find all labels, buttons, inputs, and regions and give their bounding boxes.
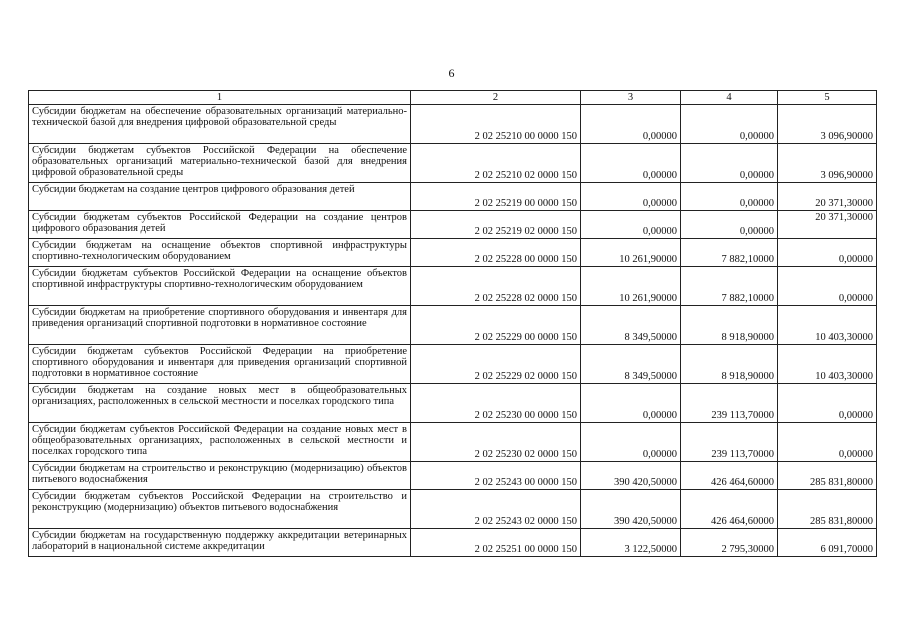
row-value-col3: 8 349,50000 [581,306,681,345]
row-name: Субсидии бюджетам субъектов Российской Федерации на создание центров цифрового образования детей [29,211,411,239]
row-value-col4: 0,00000 [681,105,778,144]
row-code: 2 02 25219 02 0000 150 [411,211,581,239]
row-name: Субсидии бюджетам на обеспечение образовательных организаций материально-технической базой для внедрения цифровой образовательной среды [29,105,411,144]
table-row [29,183,877,211]
row-name: Субсидии бюджетам на приобретение спортивного оборудования и инвентаря для приведения организаций спортивной подготовки в нормативное состояние [29,306,411,345]
row-name: Субсидии бюджетам на оснащение объектов спортивной инфраструктуры спортивно-технологическим оборудованием [29,239,411,267]
row-value-col4: 8 918,90000 [681,345,778,384]
row-value-col5: 3 096,90000 [778,105,877,144]
row-code: 2 02 25243 02 0000 150 [411,490,581,529]
row-value-col5: 0,00000 [778,423,877,462]
row-value-col5: 6 091,70000 [778,529,877,557]
row-value-col4: 7 882,10000 [681,239,778,267]
row-name: Субсидии бюджетам на строительство и реконструкцию (модернизацию) объектов питьевого водоснабжения [29,462,411,490]
row-value-col4: 2 795,30000 [681,529,778,557]
table-row [29,345,877,384]
row-value-col3: 10 261,90000 [581,267,681,306]
row-value-col3: 0,00000 [581,423,681,462]
row-name: Субсидии бюджетам на создание новых мест в общеобразовательных организациях, расположенных в сельской местности и поселках городского типа [29,384,411,423]
row-name: Субсидии бюджетам субъектов Российской Федерации на обеспечение образовательных организаций материально-технической базой для внедрения цифровой образовательной среды [29,144,411,183]
row-code: 2 02 25230 00 0000 150 [411,384,581,423]
row-value-col4: 0,00000 [681,144,778,183]
column-header: 1 [29,91,411,105]
row-code: 2 02 25228 02 0000 150 [411,267,581,306]
row-value-col3: 390 420,50000 [581,490,681,529]
row-value-col4: 239 113,70000 [681,423,778,462]
row-value-col5: 20 371,30000 [778,183,877,211]
row-value-col3: 10 261,90000 [581,239,681,267]
row-code: 2 02 25228 00 0000 150 [411,239,581,267]
column-header: 4 [681,91,778,105]
row-name: Субсидии бюджетам субъектов Российской Федерации на создание новых мест в общеобразовательных организациях, расположенных в сельской местности и поселках городского типа [29,423,411,462]
table-row [29,306,877,345]
row-code: 2 02 25229 02 0000 150 [411,345,581,384]
table-row [29,267,877,306]
row-code: 2 02 25219 00 0000 150 [411,183,581,211]
table-row [29,490,877,529]
table-row [29,144,877,183]
table-row [29,462,877,490]
row-value-col3: 3 122,50000 [581,529,681,557]
row-value-col4: 426 464,60000 [681,490,778,529]
row-value-col4: 8 918,90000 [681,306,778,345]
row-value-col5: 10 403,30000 [778,345,877,384]
row-value-col5: 0,00000 [778,239,877,267]
table-header-row [29,91,877,105]
row-name: Субсидии бюджетам на государственную поддержку аккредитации ветеринарных лабораторий в национальной системе аккредитации [29,529,411,557]
row-value-col4: 239 113,70000 [681,384,778,423]
row-value-col3: 0,00000 [581,183,681,211]
row-code: 2 02 25229 00 0000 150 [411,306,581,345]
column-header: 2 [411,91,581,105]
row-code: 2 02 25243 00 0000 150 [411,462,581,490]
row-value-col3: 0,00000 [581,211,681,239]
row-code: 2 02 25210 00 0000 150 [411,105,581,144]
row-value-col5: 0,00000 [778,384,877,423]
page-number: 6 [448,66,455,80]
row-value-col3: 390 420,50000 [581,462,681,490]
row-value-col5: 10 403,30000 [778,306,877,345]
row-value-col5: 0,00000 [778,267,877,306]
table-row [29,384,877,423]
row-name: Субсидии бюджетам на создание центров цифрового образования детей [29,183,411,211]
row-value-col5: 3 096,90000 [778,144,877,183]
row-value-col5: 285 831,80000 [778,490,877,529]
row-value-col3: 0,00000 [581,105,681,144]
row-name: Субсидии бюджетам субъектов Российской Федерации на строительство и реконструкцию (модернизацию) объектов питьевого водоснабжения [29,490,411,529]
row-value-col3: 8 349,50000 [581,345,681,384]
row-value-col4: 426 464,60000 [681,462,778,490]
table-row [29,423,877,462]
table-row [29,105,877,144]
row-code: 2 02 25210 02 0000 150 [411,144,581,183]
row-name: Субсидии бюджетам субъектов Российской Федерации на приобретение спортивного оборудования и инвентаря для приведения организаций спортивной подготовки в нормативное состояние [29,345,411,384]
table-row [29,239,877,267]
row-code: 2 02 25230 02 0000 150 [411,423,581,462]
row-value-col3: 0,00000 [581,144,681,183]
column-header: 5 [778,91,877,105]
row-value-col4: 0,00000 [681,183,778,211]
row-value-col5: 285 831,80000 [778,462,877,490]
budget-table [28,90,877,557]
row-value-col4: 7 882,10000 [681,267,778,306]
row-value-col4: 0,00000 [681,211,778,239]
column-header: 3 [581,91,681,105]
table-row [29,529,877,557]
row-code: 2 02 25251 00 0000 150 [411,529,581,557]
table-row [29,211,877,239]
row-name: Субсидии бюджетам субъектов Российской Федерации на оснащение объектов спортивной инфраструктуры спортивно-технологическим оборудованием [29,267,411,306]
row-value-col3: 0,00000 [581,384,681,423]
row-value-col5: 20 371,30000 [778,211,877,239]
